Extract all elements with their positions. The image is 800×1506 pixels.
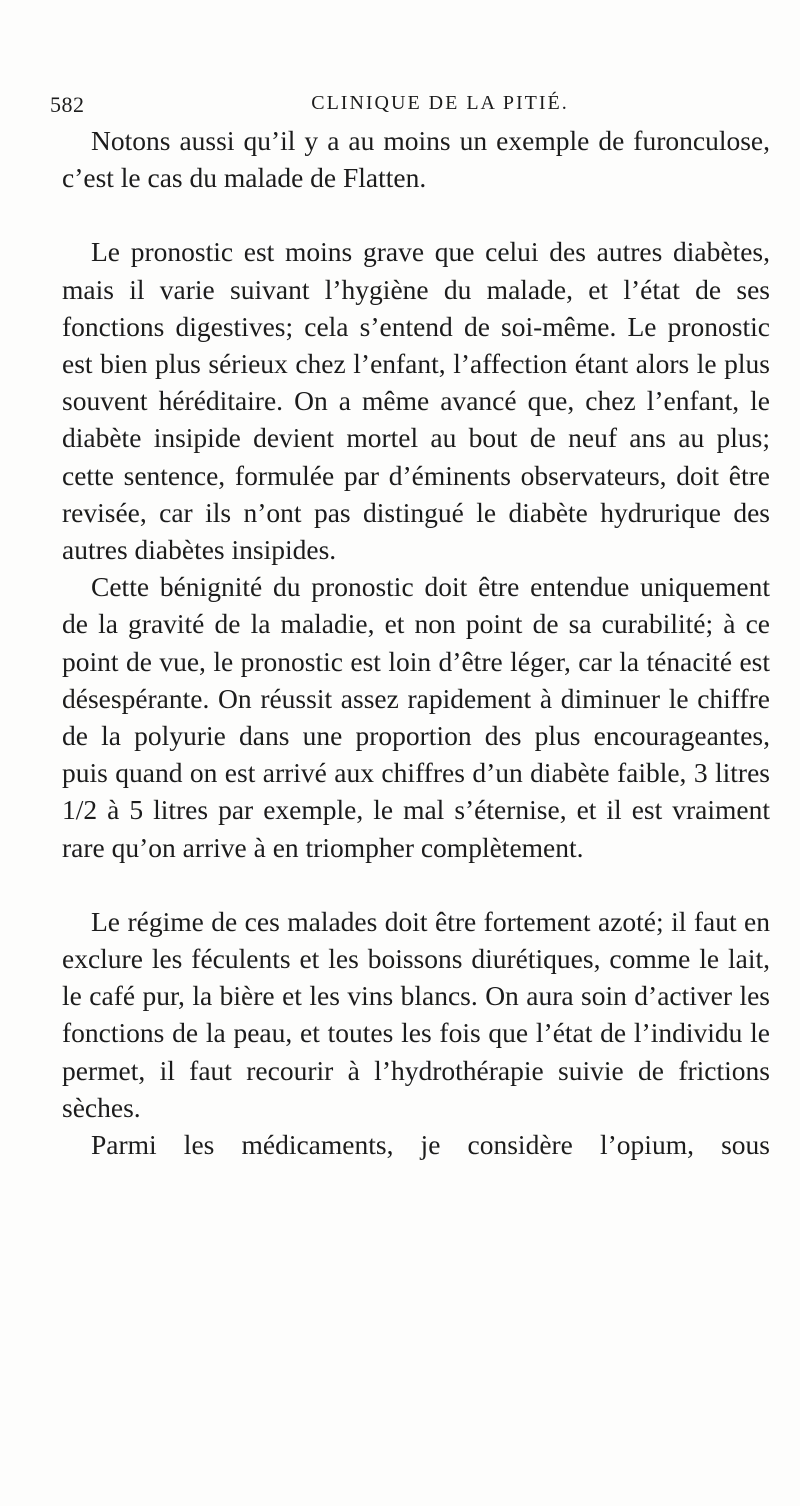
paragraph-regime: Le régime de ces malades doit être fortement azoté; il faut en exclure les féculents et les boissons diurétiques, comme le lait, le café pur, la bière et les vins blancs. On aura soin d’activer les fonctions de la peau, et toutes les fois que l’état de l’individu le permet, il faut recourir à l’hydrothérapie suivie de frictions sèches. xyxy=(62,905,770,1123)
paragraph-pronostic: Le pronostic est moins grave que celui des autres diabètes, mais il varie suivant l’hygiène du malade, et l’état de ses fonctions digestives; cela s’entend de soi-même. Le pronostic est bien plus sérieux chez l’enfant, l’affection étant alors le plus souvent héréditaire. On a même avancé que, chez l’enfant, le diabète insipide devient mortel au bout de neuf ans au plus; cette sentence, formulée par d’éminents observateurs, doit être revisée, car ils n’ont pas distingué le diabète hydrurique des autres diabètes insipides. xyxy=(62,236,770,566)
paragraph-furonculose: Notons aussi qu’il y a au moins un exemple de furonculose, c’est le cas du malade de Flatten. xyxy=(62,125,770,194)
paragraph-medicaments: Parmi les médicaments, je considère l’opium, sous xyxy=(91,1129,770,1161)
running-title: CLINIQUE DE LA PITIÉ. xyxy=(311,92,569,114)
paragraph-benignite: Cette bénignité du pronostic doit être entendue uniquement de la gravité de la maladie, et non point de sa curabilité; à ce point de vue, le pronostic est loin d’être léger, car la ténacité est désespérante. On réussit assez rapidement à diminuer le chiffre de la polyurie dans une proportion des plus encourageantes, puis quand on est arrivé aux chiffres d’un diabète faible, 3 litres 1/2 à 5 litres par exemple, le mal s’éternise, et il est vraiment rare qu’on arrive à en triompher complètement. xyxy=(62,571,770,863)
body-text xyxy=(62,122,770,1163)
page-number: 582 xyxy=(50,92,85,117)
running-head xyxy=(50,92,770,122)
